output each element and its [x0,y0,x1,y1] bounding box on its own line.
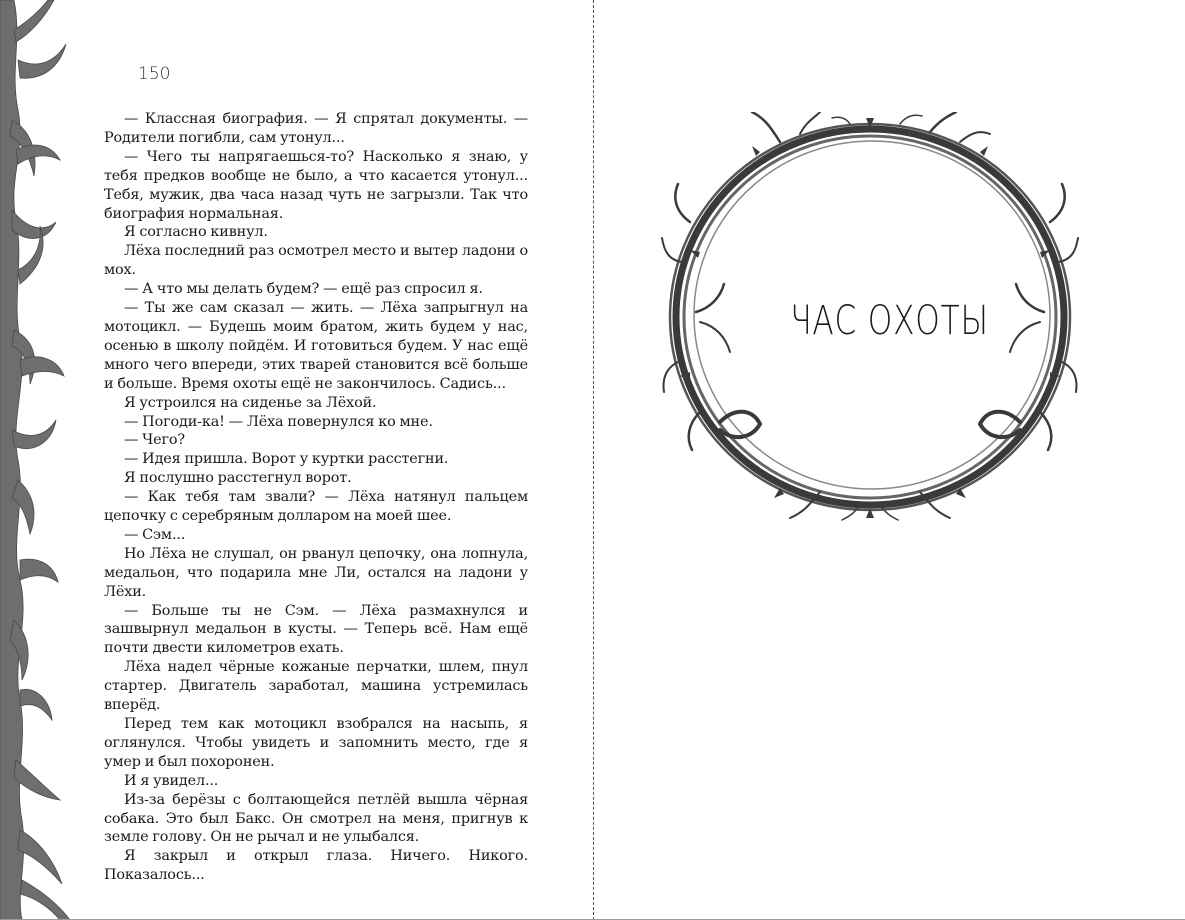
paragraph: — А что мы делать будем? — ещё раз спросил я. [124,281,483,298]
paragraph: Лёха надел чёрные кожаные перчатки, шлем, пнул стартер. Двигатель заработал, машина устремилась вперёд. [104,659,528,714]
paragraph: — Идея пришла. Ворот у куртки расстегни. [124,451,449,468]
paragraph: Я послушно расстегнул ворот. [124,470,352,487]
paragraph: Из-за берёзы с болтающейся петлёй вышла чёрная собака. Это был Бакс. Он смотрел на меня, пригнув к земле голову. Он не рычал и не улыбался. [104,791,528,846]
body-text [104,110,528,885]
paragraph: — Как тебя там звали? — Лёха натянул пальцем цепочку с серебряным долларом на моей шее. [104,489,528,525]
paragraph: — Погоди-ка! — Лёха повернулся ко мне. [124,413,433,430]
paragraph: Перед тем как мотоцикл взобрался на насыпь, я оглянулся. Чтобы увидеть и запомнить место, где я умер и был похоронен. [104,716,528,770]
paragraph: Лёха последний раз осмотрел место и вытер ладони о мох. [104,243,528,279]
paragraph: Но Лёха не слушал, он рванул цепочку, она лопнула, медальон, что подарила мне Ли, остался на ладони у Лёхи. [104,545,528,600]
paragraph: Я согласно кивнул. [124,224,268,241]
paragraph: Я устроился на сиденье за Лёхой. [124,394,377,411]
chapter-title: ЧАС ОХОТЫ [790,298,989,344]
paragraph: — Чего? [124,432,185,449]
paragraph: — Чего ты напрягаешься-то? Насколько я знаю, у тебя предков вообще не было, а что касается утонул... Тебя, мужик, два часа назад чуть не загрызли. Так что биография нормальная. [104,148,528,222]
paragraph: — Больше ты не Сэм. — Лёха размахнулся и зашвырнул медальон в кусты. — Теперь всё. Нам ещё почти двести километров ехать. [104,602,528,657]
page-number: 150 [138,64,171,84]
paragraph: И я увидел... [124,772,219,789]
paragraph: Я закрыл и открыл глаза. Ничего. Никого. Показалось... [104,848,528,884]
paragraph: — Сэм... [124,526,186,543]
paragraph: — Ты же сам сказал — жить. — Лёха запрыгнул на мотоцикл. — Будешь моим братом, жить будем у нас, осенью в школу пойдём. И готовиться будем. У нас ещё много чего впереди, этих тварей становится всё больше и больше. Время охоты ещё не закончилось. Садись... [104,300,528,392]
thorny-branch-border-icon [0,0,100,920]
paragraph: — Классная биография. — Я спрятал документы. — Родители погибли, сам утонул... [104,111,528,146]
right-page [594,0,1185,920]
